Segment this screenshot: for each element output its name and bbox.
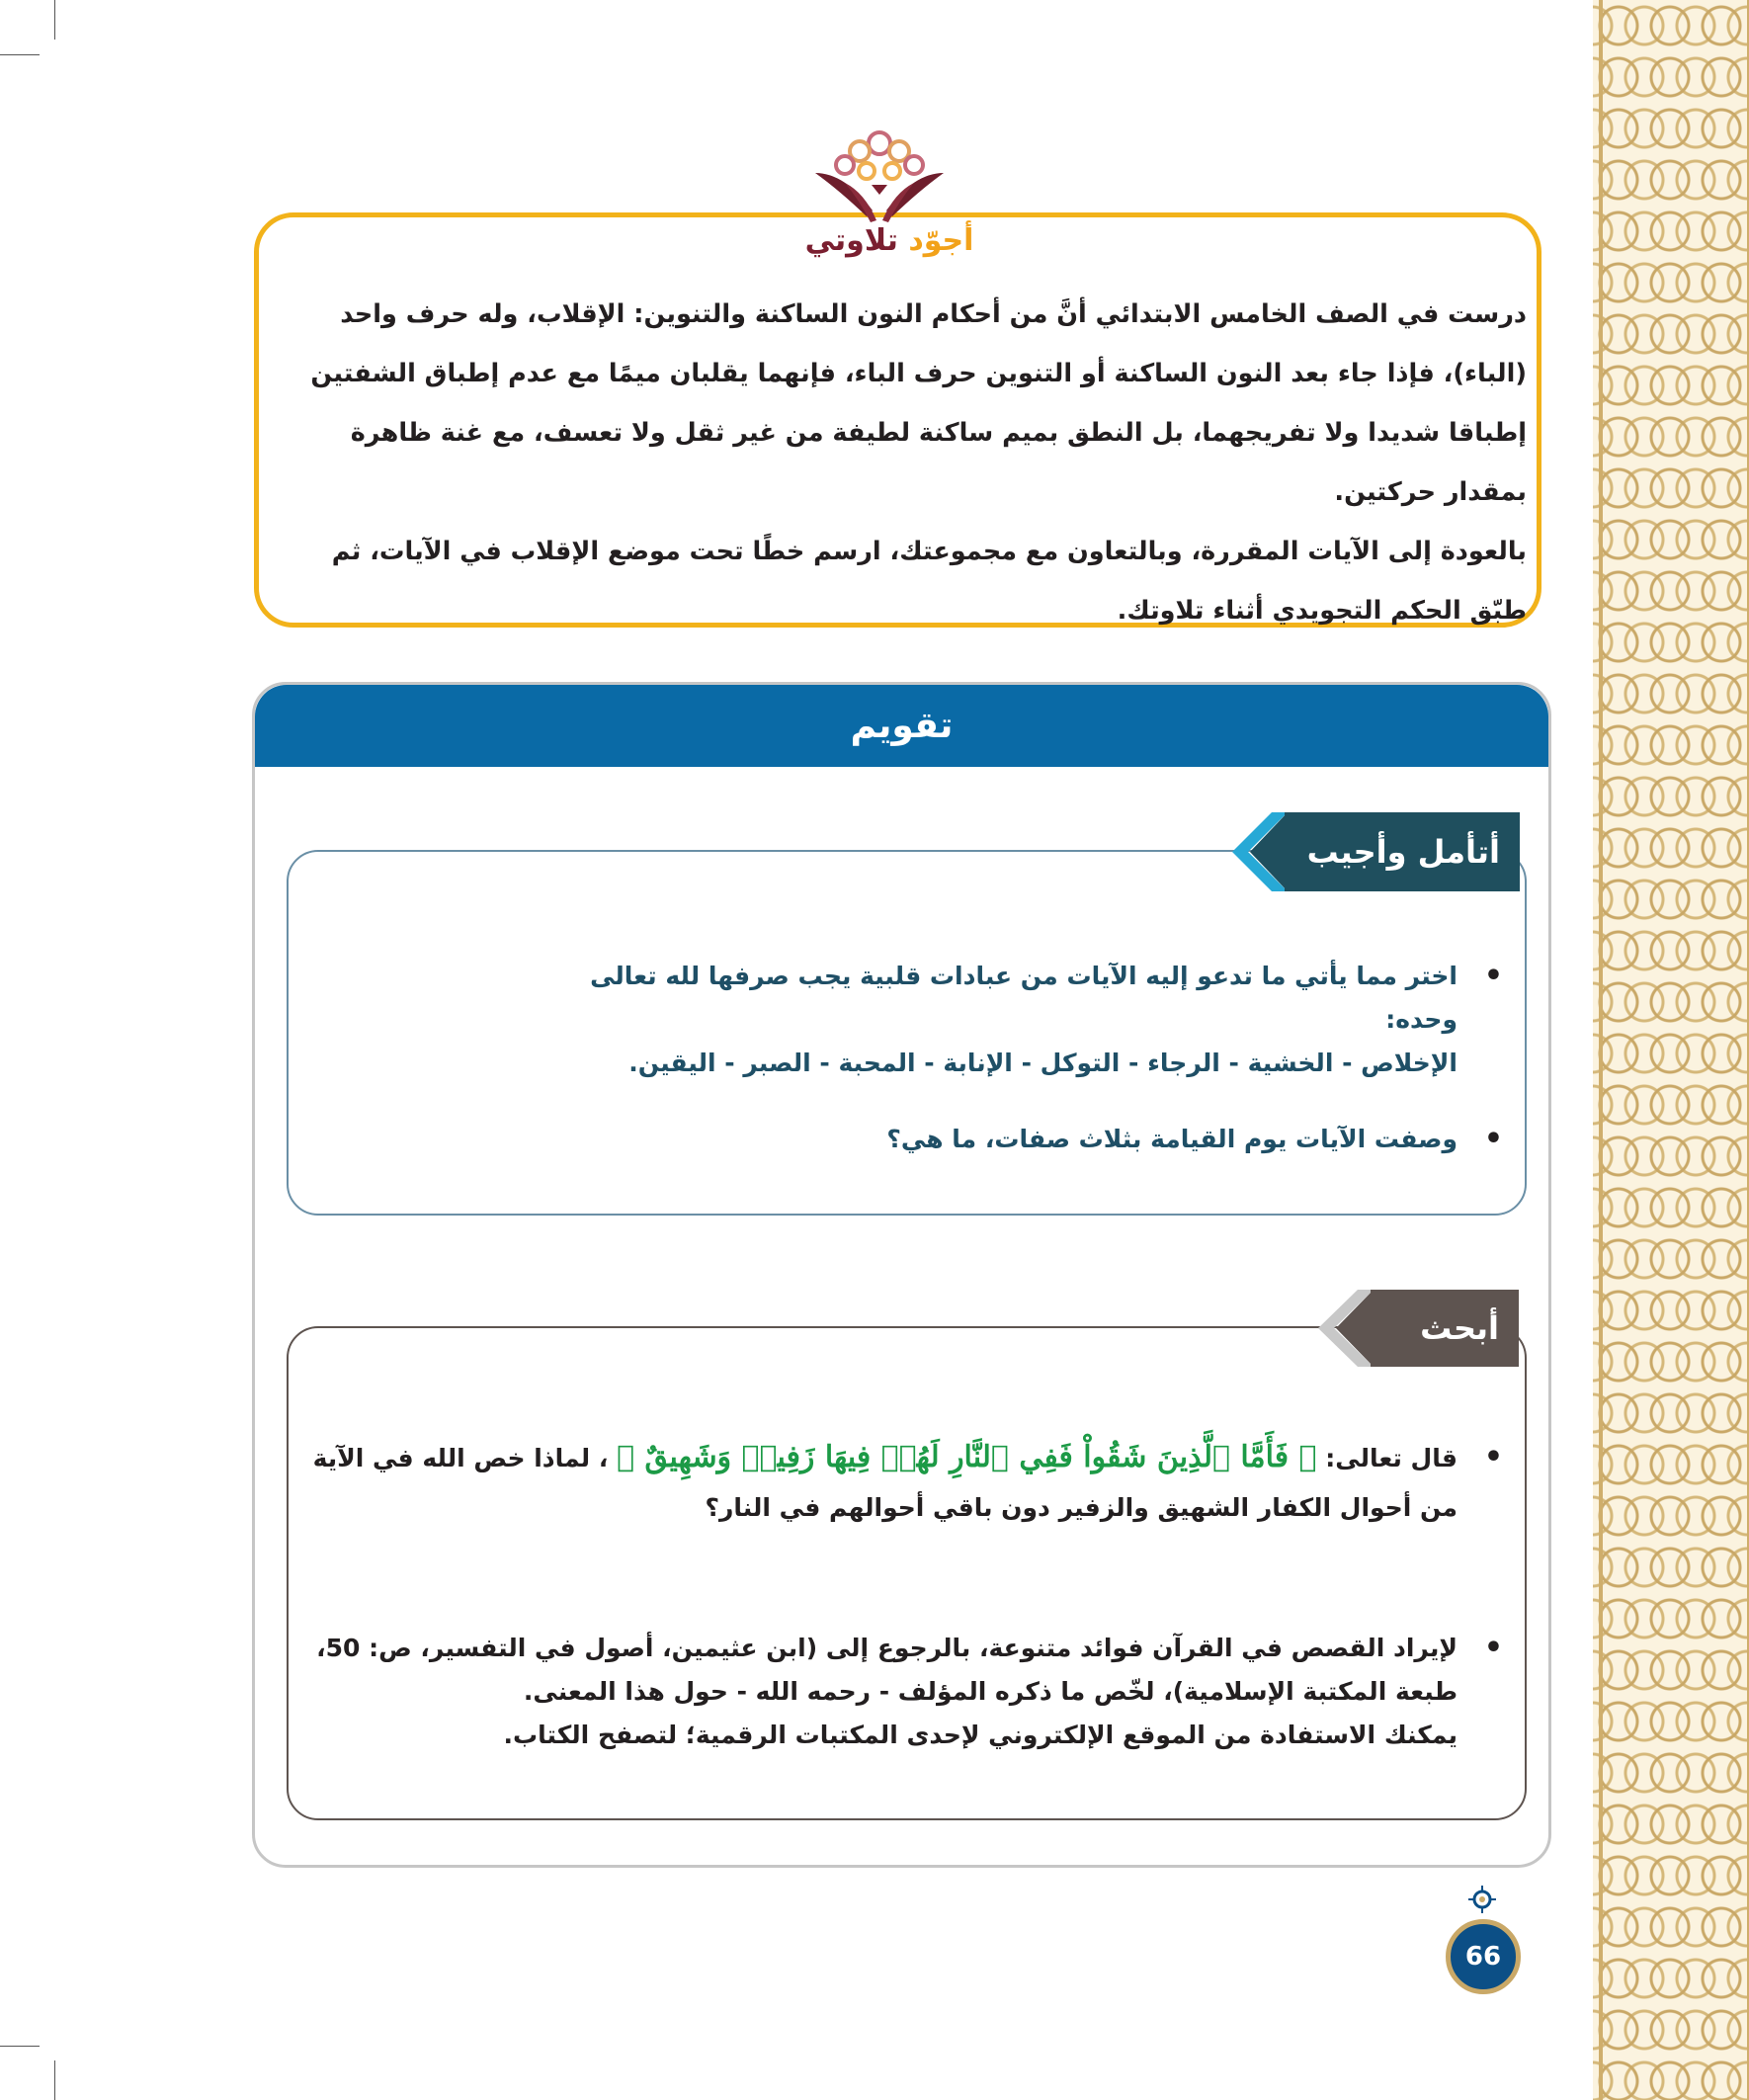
ornament-icon: [1466, 1884, 1498, 1915]
crop-mark: [54, 0, 55, 40]
ornamental-border: [1593, 0, 1749, 2100]
research-tab: [1371, 1290, 1519, 1367]
bullet-icon: •: [1483, 1122, 1503, 1156]
reflect-item-2: [553, 1118, 1503, 1161]
reflect-item-1-line-1: اختر مما يأتي ما تدعو إليه الآيات من عبادات قلبية يجب صرفها لله تعالى وحده:: [590, 962, 1458, 1034]
crop-mark: [0, 2046, 40, 2047]
reflect-item-1: [553, 955, 1503, 1085]
research-item-1-rest: ، لماذا خص الله في الآية من أحوال الكفار الشهيق والزفير دون باقي أحوالهم في النار؟: [312, 1444, 1458, 1522]
tajweed-title: [692, 223, 1087, 258]
title-part-2: تلاوتي: [804, 223, 898, 258]
quran-verse: ﴿ فَأَمَّا ٱلَّذِينَ شَقُواْ فَفِي ٱلنَّارِ لَهُمۡ فِيهَا زَفِيرٞ وَشَهِيقٌ ﴾: [617, 1440, 1317, 1474]
reflect-item-2-text: وصفت الآيات يوم القيامة بثلاث صفات، ما هي؟: [886, 1125, 1458, 1153]
chevron-tab-icon: [1228, 812, 1288, 891]
research-item-1-prefix: قال تعالى:: [1325, 1444, 1458, 1472]
title-part-1: أجوّد: [908, 223, 974, 258]
research-item-2: [311, 1627, 1503, 1757]
research-item-2-text: لإيراد القصص في القرآن فوائد متنوعة، بالرجوع إلى (ابن عثيمين، أصول في التفسير، ص: 50، طبعة المكتبة الإسلامية)، لخّص ما ذكره المؤلف - رحمه الله - حول هذا المعنى.: [316, 1634, 1458, 1706]
research-tab-label: أبحث: [1420, 1309, 1499, 1347]
quran-logo-icon: [805, 114, 954, 232]
crop-mark: [54, 2060, 55, 2100]
research-item-1: [311, 1433, 1503, 1533]
tajweed-text: [277, 285, 1527, 640]
tajweed-paragraph-1: درست في الصف الخامس الابتدائي أنَّ من أحكام النون الساكنة والتنوين: الإقلاب، وله حرف واحد (الباء)، فإذا جاء بعد النون الساكنة أو التنوين حرف الباء، فإنهما يقلبان ميمًا مع عدم إطباق الشفتين إطباقا شديدا ولا تفريجهما، بل النطق بميم ساكنة لطيفة من غير ثقل ولا تعسف، مع غنة ظاهرة بمقدار حركتين.: [310, 299, 1527, 507]
evaluation-header: تقويم: [255, 685, 1548, 767]
reflect-tab-label: أتأمل وأجيب: [1306, 833, 1500, 871]
reflect-item-1-line-2: الإخلاص - الخشية - الرجاء - التوكل - الإنابة - المحبة - الصبر - اليقين.: [628, 1049, 1458, 1077]
reflect-tab: [1285, 812, 1520, 891]
bullet-icon: •: [1483, 1631, 1503, 1665]
page-number: 66: [1446, 1919, 1521, 1994]
tajweed-paragraph-2: بالعودة إلى الآيات المقررة، وبالتعاون مع مجموعتك، ارسم خطًا تحت موضع الإقلاب في الآيات، ثم طبّق الحكم التجويدي أثناء تلاوتك.: [331, 537, 1527, 626]
bullet-icon: •: [1483, 1440, 1503, 1474]
chevron-tab-icon: [1314, 1290, 1374, 1367]
bullet-icon: •: [1483, 959, 1503, 993]
crop-mark: [0, 54, 40, 55]
research-item-2-note: يمكنك الاستفادة من الموقع الإلكتروني لإحدى المكتبات الرقمية؛ لتصفح الكتاب.: [503, 1721, 1458, 1749]
